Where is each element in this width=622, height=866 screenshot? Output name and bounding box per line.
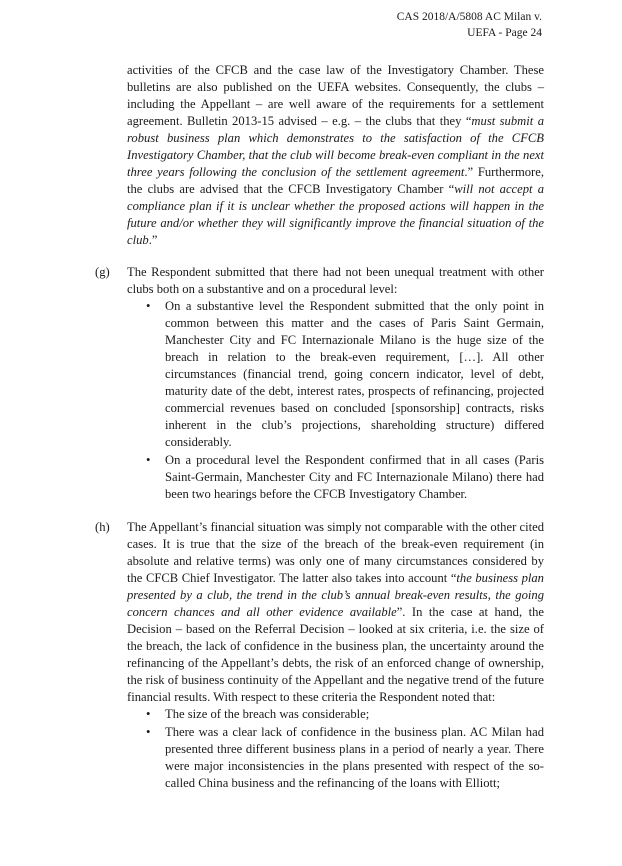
cont-quote-2: will not accept a compliance plan if it is unclear whether the proposed actions will happen in the future and/or whether they will significantly improve the financial situation of the club [127, 182, 545, 247]
paragraph-h-text [127, 519, 544, 706]
bullet-marker: • [146, 453, 151, 467]
paragraph-h-label: (h) [95, 520, 110, 534]
header-page-line: UEFA - Page 24 [467, 26, 542, 39]
paragraph-h-bullet-1: The size of the breach was considerable; [165, 707, 370, 721]
bullet-marker: • [146, 707, 151, 721]
page-header [397, 10, 542, 41]
list-item [146, 298, 544, 451]
bullet-marker: • [146, 299, 151, 313]
paragraph-g-bullet-2: On a procedural level the Respondent confirmed that in all cases (Paris Saint-Germain, Manchester City and FC Internazionale Milano) there had been two hearings before the CFCB Investigatory Chamber. [165, 453, 544, 501]
cont-text-2: .” Furthermore, the clubs are advised that the CFCB Investigatory Chamber “ [127, 165, 544, 196]
header-case-line: CAS 2018/A/5808 AC Milan v. [396, 11, 542, 23]
h-quote-1: the business plan presented by a club, the trend in the club’s annual break-even results, the going concern chances and all other evidence available [127, 571, 544, 619]
paragraph-g-bullet-1: On a substantive level the Respondent submitted that the only point in common between this matter and the cases of Paris Saint Germain, Manchester City and FC Internazionale Milano is the huge size of the breach in relation to the break-even requirement, […]. All other circumstances (financial trend, going concern indicator, level of debt, maturity date of the debt, interest rates, prospects of refinancing, projected commercial revenues based on concluded [sponsorship] contracts, risks inherent in the club’s projections, shareholding structure) differed considerably. [165, 299, 544, 449]
continuation-paragraph [127, 62, 544, 249]
cont-text-1: activities of the CFCB and the case law of the Investigatory Chamber. These bulletins are also published on the UEFA websites. Consequently, the clubs – including the Appellant – are well aware of the requirements for a settlement agreement. Bulletin 2013-15 advised – e.g. – the clubs that they “ [127, 63, 544, 128]
paragraph-h-bullet-2: There was a clear lack of confidence in the business plan. AC Milan had presented three different business plans in a period of nearly a year. There were major inconsistencies in the plans presented with respect of the so-called China business and the refinancing of the loans with Elliott; [165, 725, 544, 790]
paragraph-h [95, 519, 544, 792]
paragraph-g-label: (g) [95, 265, 110, 279]
h-text-2: ”. In the case at hand, the Decision – based on the Referral Decision – looked at six criteria, i.e. the size of the breach, the lack of confidence in the business plan, the uncertainty around the refinancing of the Appellant’s debts, the risk of an enforced change of ownership, the risk of business continuity of the Appellant and the negative trend of the future financial results. With respect to these criteria the Respondent noted that: [127, 605, 544, 704]
bullet-marker: • [146, 725, 151, 739]
paragraph-g-intro: The Respondent submitted that there had not been unequal treatment with other clubs both on a substantive and on a procedural level: [127, 265, 544, 296]
cont-quote-1: must submit a robust business plan which demonstrates to the satisfaction of the CFCB Investigatory Chamber, that the club will become break-even compliant in the next three years following the conclusion of the settlement agreement [127, 114, 544, 179]
list-item [146, 452, 544, 503]
h-text-1: The Appellant’s financial situation was simply not comparable with the other cited cases. It is true that the size of the breach of the break-even requirement (in absolute and relative terms) was only one of many circumstances considered by the CFCB Chief Investigator. The latter also takes into account “ [127, 520, 544, 585]
paragraph-g [95, 264, 544, 503]
list-item [146, 724, 544, 792]
cont-text-3: .” [148, 233, 158, 247]
list-item [146, 706, 544, 723]
